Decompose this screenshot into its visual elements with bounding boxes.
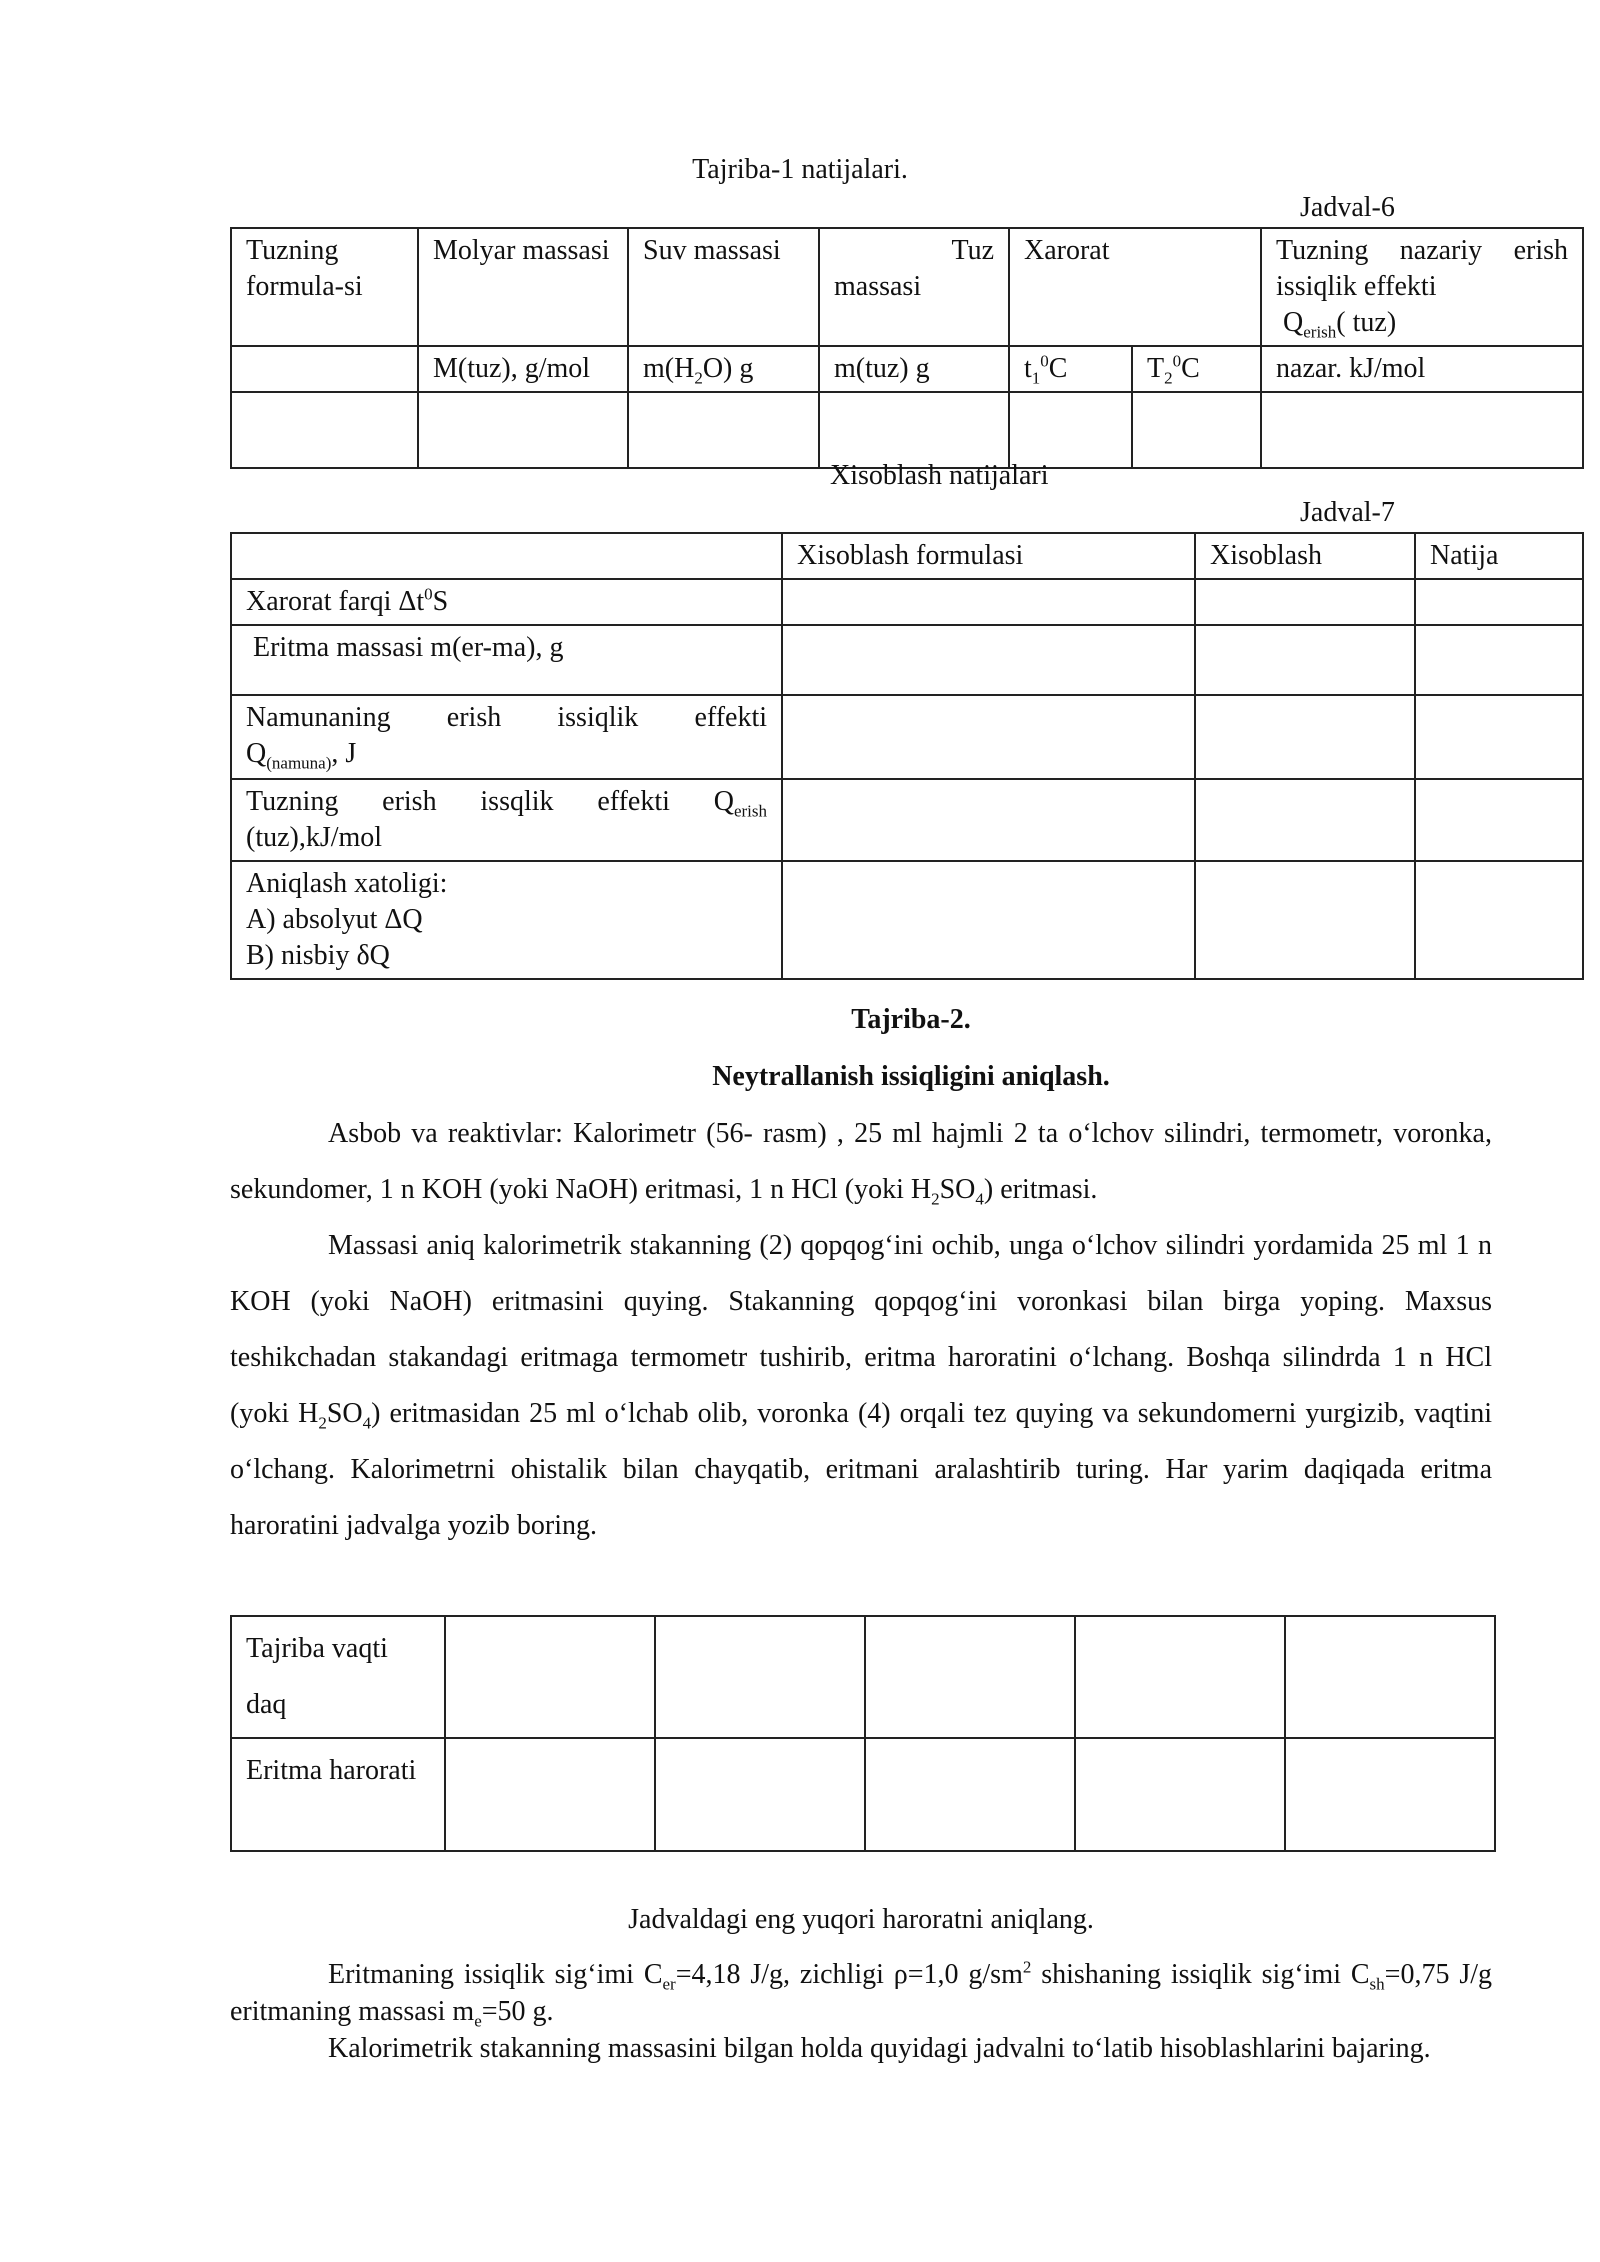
table7-header-cell: Xisoblash formulasi [782,533,1195,579]
table7-cell [782,579,1195,625]
table7-title: Xisoblash natijalari [830,460,1049,491]
table7-cell [782,625,1195,695]
table-time-cell [1075,1616,1285,1738]
table6-header-cell [1261,228,1583,346]
table6-header-line: $Q_{erish}$( tuz) [1283,307,1397,342]
table6-cell: $t_1^0C$ [1009,346,1132,392]
table6-cell [1132,392,1261,468]
table7-row-label [231,861,782,979]
table6-cell [819,392,1009,468]
table-6 [230,227,1584,469]
table7-row [231,861,1583,979]
table6-header-line: Tuz [951,235,994,266]
table7-cell [782,779,1195,861]
table6-header-line: issiqlik effekti [1276,271,1437,302]
table7-cell [1415,625,1583,695]
table7-cell [1195,695,1415,779]
table-time-cell [445,1616,655,1738]
table-temperature-cell [1075,1738,1285,1851]
table6-header-row [231,228,1583,346]
table7-cell [1415,695,1583,779]
table7-header-cell: Xisoblash [1195,533,1415,579]
table7-cell [1415,779,1583,861]
table6-cell: $m(H_2O)$ g [628,346,819,392]
table6-label: Jadval-6 [1300,192,1395,223]
table6-header-cell: Xarorat [1009,228,1261,346]
table7-label-line: A) absolyut ΔQ [246,904,423,935]
table7-cell [1195,779,1415,861]
table7-cell [782,695,1195,779]
table7-label-line: $Q_{(namuna)}$, J [246,738,357,773]
table7-row-label [231,779,782,861]
table7-label-line: Aniqlash xatoligi: [246,868,448,899]
table7-cell [1195,861,1415,979]
table6-header-cell: Suv massasi [628,228,819,346]
table6-header-line: massasi [834,271,922,302]
table7-cell [1415,861,1583,979]
table7-cell [1415,579,1583,625]
paragraph-task: Kalorimetrik stakanning massasini bilgan holda quyidagi jadvalni to‘latib hisoblashlarini bajaring. [328,2033,1431,2064]
table7-row [231,779,1583,861]
table6-cell [1261,392,1583,468]
table6-cell: $T_2^0C$ [1132,346,1261,392]
table6-cell: m(tuz) g [819,346,1009,392]
table7-row-label: Eritma massasi m(er-ma), g [231,625,782,695]
table6-header-cell [819,228,1009,346]
table-time-label: Tajriba vaqti daq [231,1616,445,1738]
table-temperature-cell [445,1738,655,1851]
table-temperature-cell [1285,1738,1495,1851]
table-temperature-cell [655,1738,865,1851]
table6-header-line: Tuzning nazariy erish [1276,235,1569,266]
table6-cell [231,346,418,392]
table-time-cell [1285,1616,1495,1738]
table6-cell: nazar. kJ/mol [1261,346,1583,392]
table6-header-cell: Tuzning formula-si [231,228,418,346]
instruction-line: Jadvaldagi eng yuqori haroratni aniqlang. [628,1904,1094,1935]
table7-label-line: Namunaning erish issiqlik effekti [246,702,767,733]
table7-header-row [231,533,1583,579]
table-time-cell [865,1616,1075,1738]
table7-cell [782,861,1195,979]
table6-cell [231,392,418,468]
table7-row-label [231,695,782,779]
table-temperature-row [231,1738,1495,1851]
table7-cell [1195,625,1415,695]
table6-cell [628,392,819,468]
table6-cell: M(tuz), g/mol [418,346,628,392]
section-subtitle: Neytrallanish issiqligini aniqlash. [712,1061,1110,1092]
table6-empty-row [231,392,1583,468]
section-title: Tajriba-2. [851,1004,971,1035]
table-7 [230,532,1584,980]
paragraph-constants: Eritmaning issiqlik sig‘imi $C_{er}=4,18$ J/g, zichligi ρ=1,0 $g/sm^2$ shishaning issiqlik sig‘imi $C_{sh}=0,75$ J/g eritmaning massasi $m_e=50$ g. [230,1957,1492,2031]
table7-label-line: B) nisbiy δQ [246,940,390,971]
table7-row [231,625,1583,695]
table6-header-cell: Molyar massasi [418,228,628,346]
table7-label-line: (tuz),kJ/mol [246,822,383,853]
table7-row-label: Xarorat farqi $\Delta t^0S$ [231,579,782,625]
paragraph-procedure: Massasi aniq kalorimetrik stakanning (2) qopqog‘ini ochib, unga o‘lchov silindri yordamida 25 ml 1 n KOH (yoki NaOH) eritmasini quying. Stakanning qopqog‘ini voronkasi bilan birga yoping. Maxsus teshikchadan stakandagi eritmaga termometr tushirib, eritma haroratini o‘lchang. Boshqa silindrda 1 n HCl (yoki $H_2SO_4$) eritmasidan 25 ml o‘lchab olib, voronka (4) orqali tez quying va sekundomerni yurgizib, vaqtini o‘lchang. Kalorimetrni ohistalik bilan chayqatib, eritmani aralashtirib turing. Har yarim daqiqada eritma haroratini jadvalga yozib boring. [230,1230,1493,1541]
table-time-temperature [230,1615,1496,1852]
table-temperature-label: Eritma harorati [231,1738,445,1851]
table7-cell [231,533,782,579]
table7-label-line: Tuzning erish issqlik effekti $Q_{erish}$ [246,786,767,821]
table6-cell [1009,392,1132,468]
table6-units-row [231,346,1583,392]
table7-label: Jadval-7 [1300,497,1395,528]
table-time-cell [655,1616,865,1738]
table6-cell [418,392,628,468]
table7-row [231,695,1583,779]
table-temperature-cell [865,1738,1075,1851]
table7-row [231,579,1583,625]
table-time-row [231,1616,1495,1738]
table7-header-cell: Natija [1415,533,1583,579]
table7-cell [1195,579,1415,625]
table6-title: Tajriba-1 natijalari. [692,154,908,185]
paragraph-equipment: Asbob va reaktivlar: Kalorimetr (56- rasm) , 25 ml hajmli 2 ta o‘lchov silindri, termometr, voronka, sekundomer, 1 n KOH (yoki NaOH) eritmasi, 1 n HCl (yoki $H_2SO_4$) eritmasi. [230,1118,1492,1209]
